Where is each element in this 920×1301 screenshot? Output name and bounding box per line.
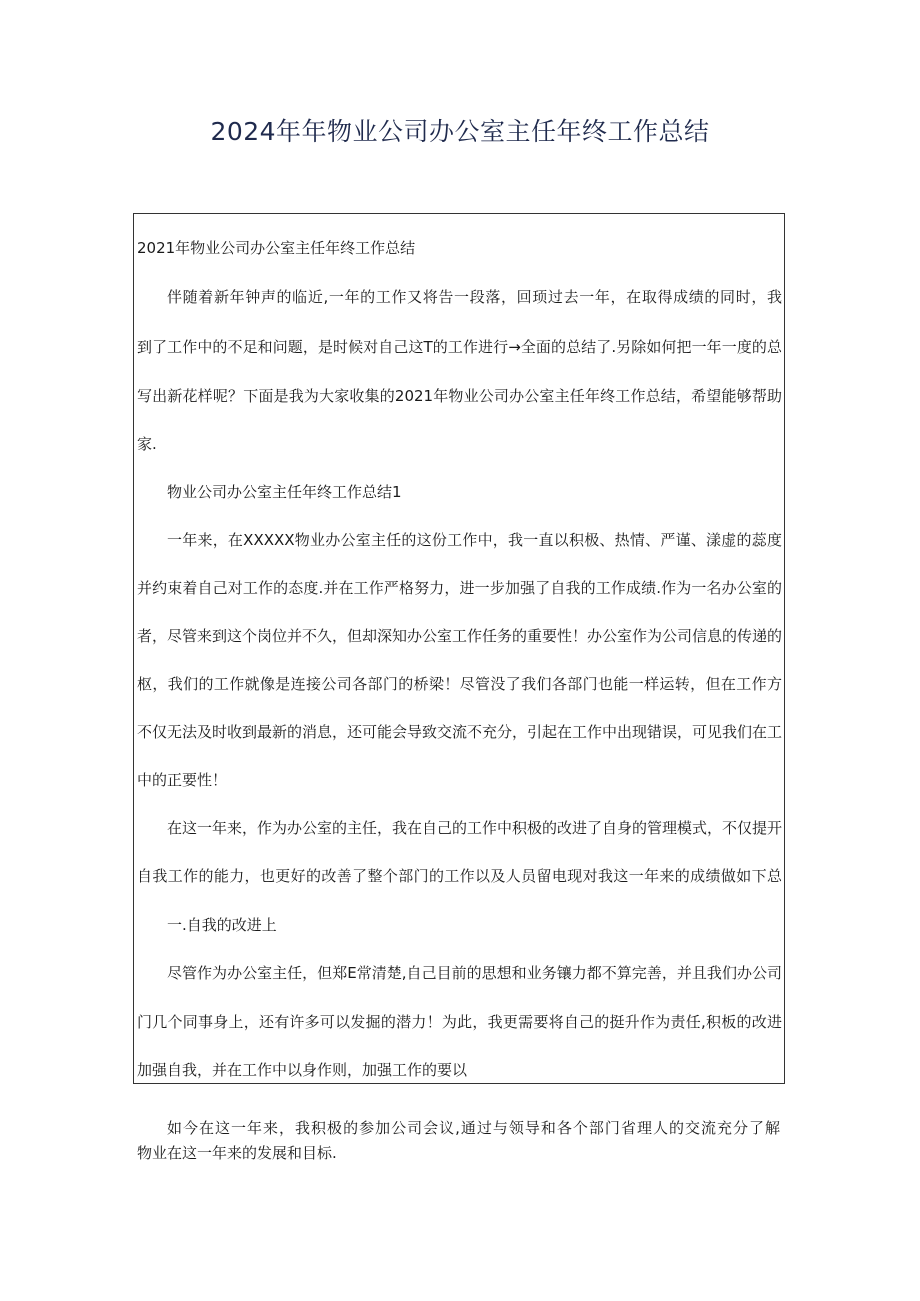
intro-line-4: 家.	[137, 435, 157, 453]
para1-line-6: 中的正要性！	[137, 771, 228, 789]
section-title-1: 物业公司办公室主任年终工作总结1	[167, 483, 402, 501]
para1-line-1: 一年来，在XXXXX物业办公室主任的这份工作中，我一直以积极、热情、严谨、漾虚的蕊度	[167, 531, 782, 549]
para1-line-5: 不仅无法及时收到最新的消息，还可能会导致交流不充分，引起在工作中出现错误，可见我们在工	[137, 723, 782, 741]
after-box-line-2: 物业在这一年来的发展和目标.	[137, 1144, 337, 1162]
para1-line-2: 并约束着自己对工作的态度.并在工作严格努力，进一步加强了自我的工作成绩.作为一名办公室的	[137, 579, 782, 597]
para3-line-3: 加强自我，并在工作中以身作则，加强工作的要以	[137, 1061, 468, 1079]
para3-line-1: 尽管作为办公室主任，但郑E常清楚,自己目前的思想和业务镶力都不算完善，并且我们办公司	[167, 964, 782, 982]
document-title: 2024年年物业公司办公室主任年终工作总结	[210, 117, 710, 146]
para2-line-2: 自我工作的能力，也更好的改善了整个部门的工作以及人员留电现对我这一年来的成绩做如下总	[137, 867, 782, 885]
para3-line-2: 门几个同事身上，还有许多可以发掘的潜力！为此，我更需要将自己的挺升作为责任,积板的改进	[137, 1013, 782, 1031]
para1-line-3: 者，尽管来到这个岗位并不久，但却深知办公室工作任务的重要性！办公室作为公司信息的传递的	[137, 627, 782, 645]
intro-line-1: 伴随着新年钟声的临近,一年的工作又将告一段落，回顼过去一年，在取得成绩的同时，我	[167, 288, 782, 306]
subsection-title: 一.自我的改进上	[167, 916, 277, 934]
para1-line-4: 枢，我们的工作就像是连接公司各部门的桥梁！尽管没了我们各部门也能一样运转，但在工作方	[137, 675, 782, 693]
box-heading: 2021年物业公司办公室主任年终工作总结	[137, 239, 416, 257]
para2-line-1: 在这一年来，作为办公室的主任，我在自己的工作中积极的改进了自身的管理模式，不仅提开	[167, 819, 782, 837]
intro-line-2: 到了工作中的不足和问题，是时候对自己这T的工作进行→全面的总结了.另除如何把一年一度的总	[137, 338, 782, 356]
after-box-line-1: 如今在这一年来，我积极的参加公司会议,通过与领导和各个部门省理人的交流充分了解	[167, 1119, 780, 1137]
intro-line-3: 写出新花样呢？下面是我为大家收集的2021年物业公司办公室主任年终工作总结，希望能够帮助	[137, 387, 782, 405]
